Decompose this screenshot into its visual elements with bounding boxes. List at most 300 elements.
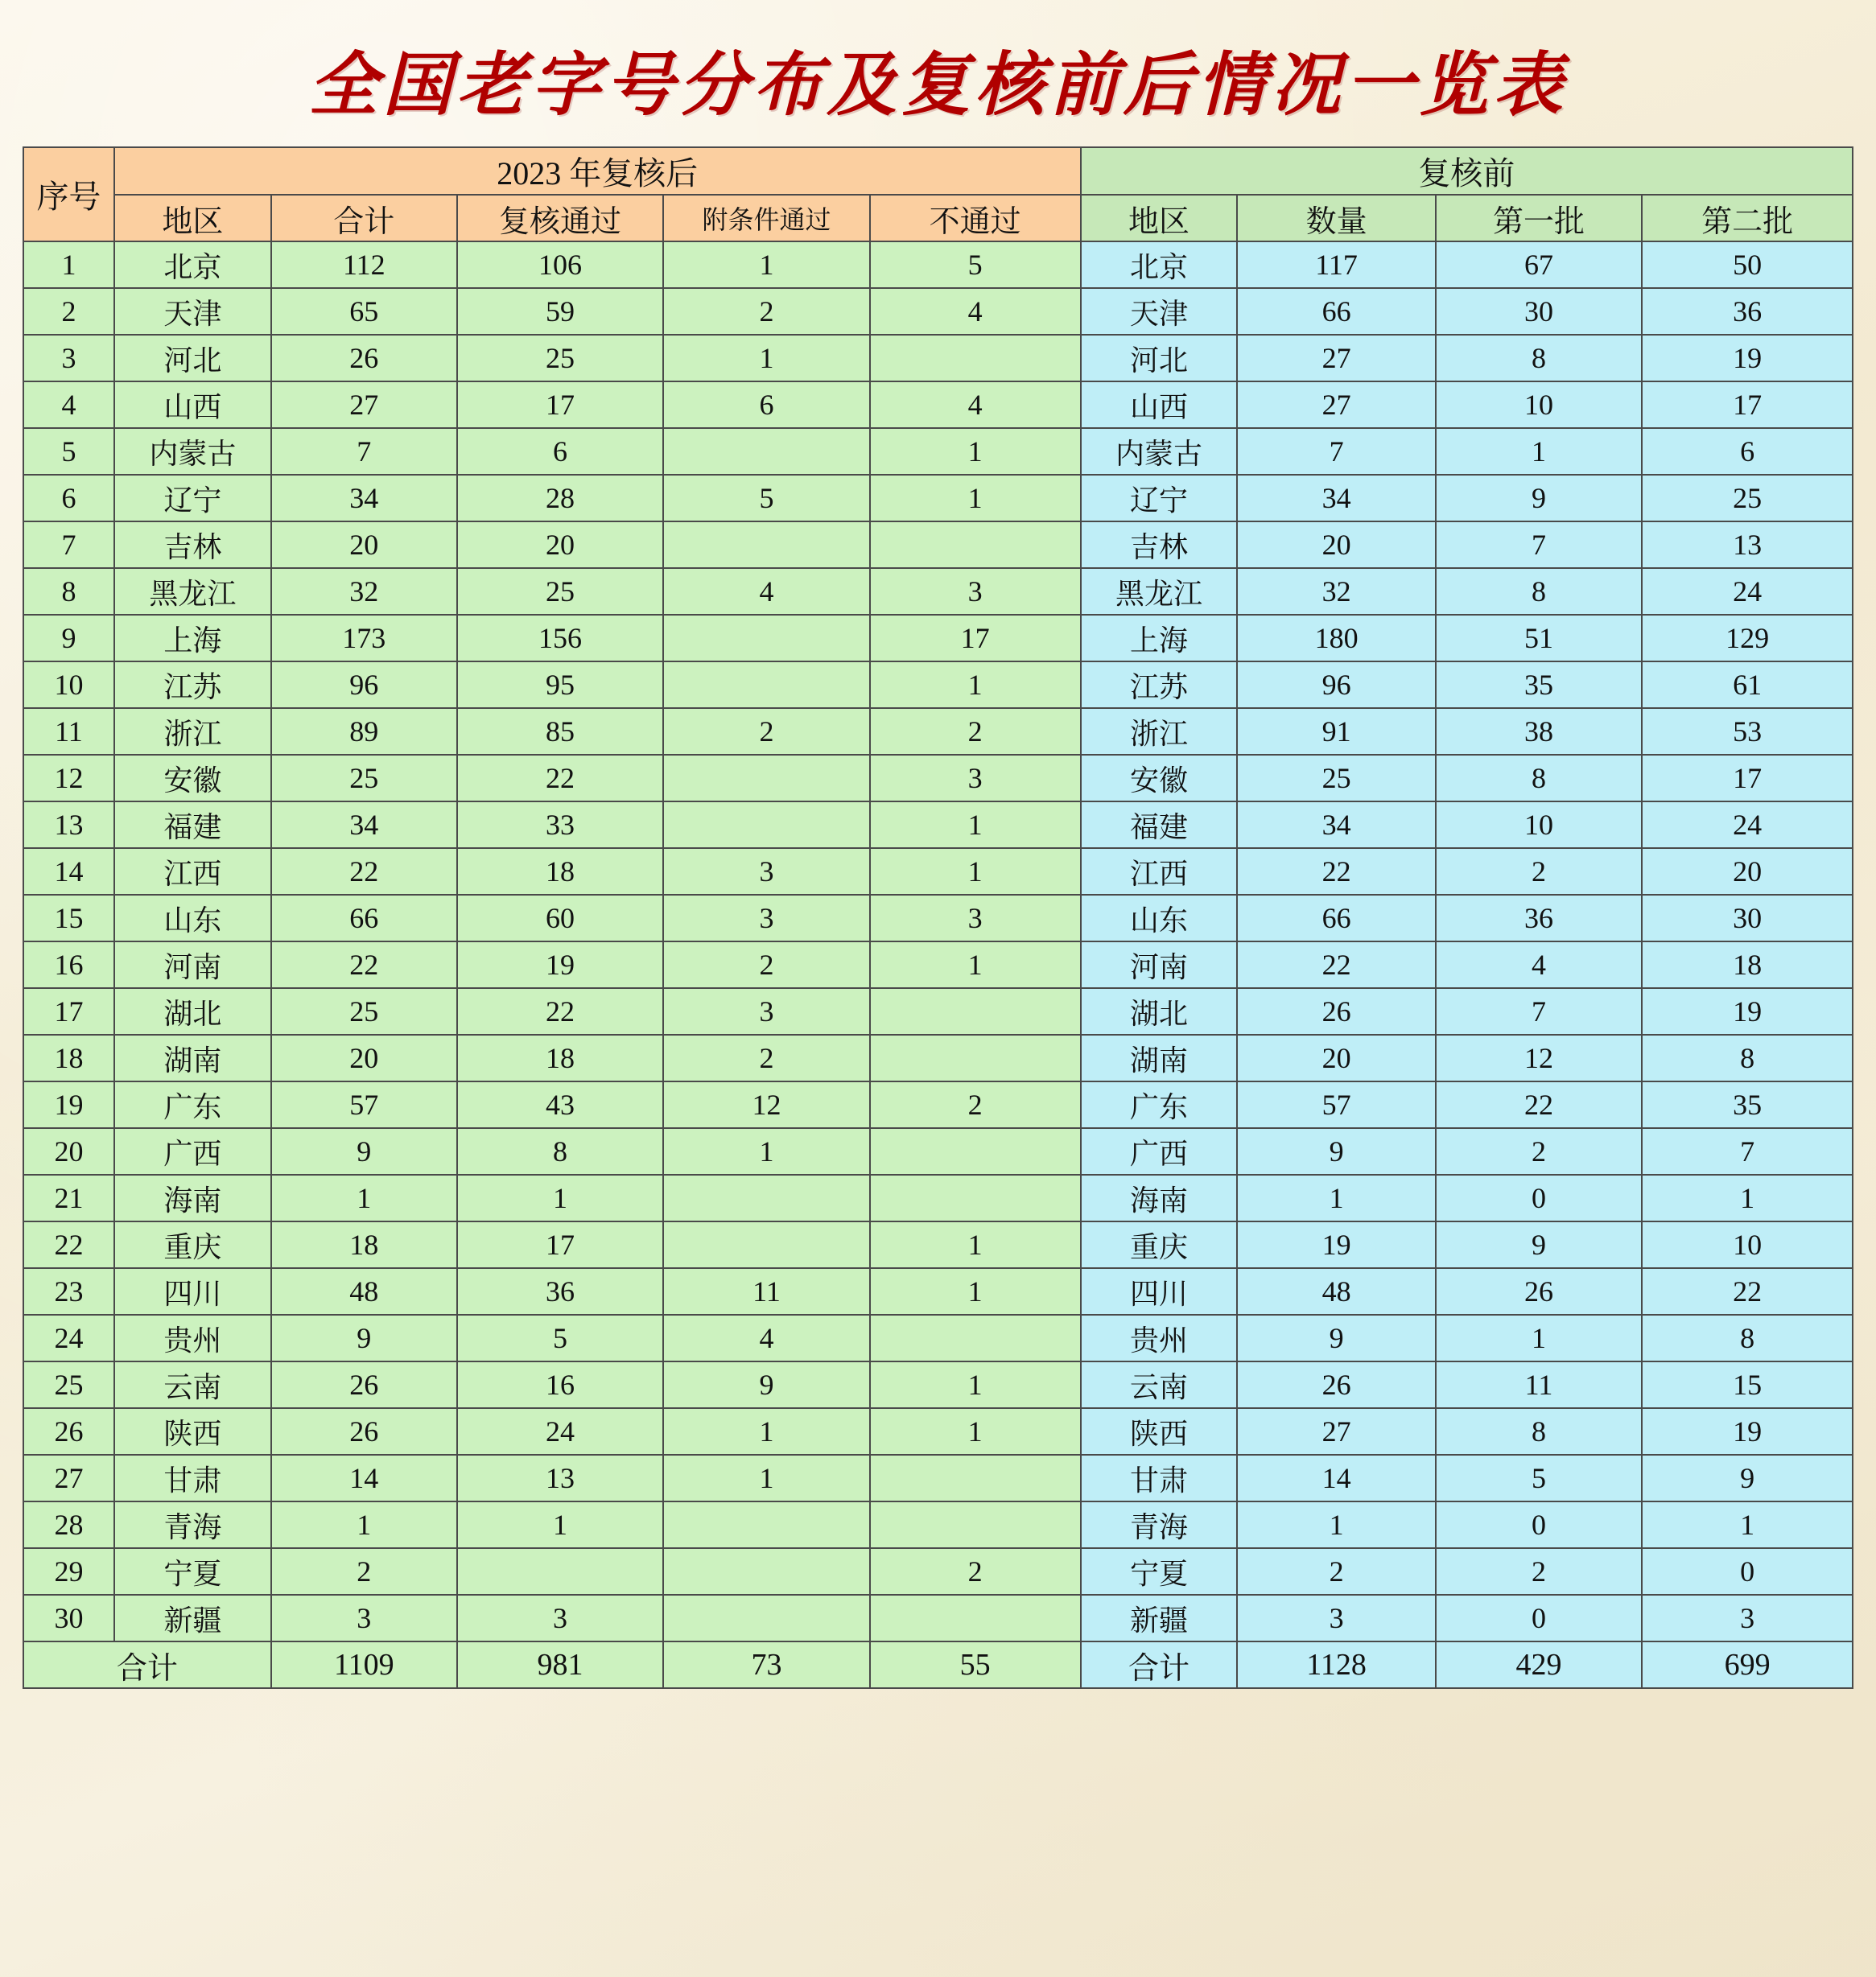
row-region-after: 辽宁 [114,475,271,521]
row-batch2: 0 [1642,1548,1853,1595]
row-seq: 8 [23,568,114,615]
row-pass: 3 [457,1595,664,1641]
table-row [23,1268,1853,1315]
row-pass: 25 [457,335,664,381]
row-batch1: 2 [1436,1548,1643,1595]
table-row [23,1081,1853,1128]
row-fail [870,1501,1081,1548]
row-pass: 17 [457,1221,664,1268]
row-fail [870,1315,1081,1361]
row-region-before: 四川 [1081,1268,1238,1315]
row-batch1: 51 [1436,615,1643,661]
row-seq: 23 [23,1268,114,1315]
row-pass: 28 [457,475,664,521]
row-count-before: 34 [1237,475,1435,521]
row-region-before: 辽宁 [1081,475,1238,521]
row-batch1: 8 [1436,568,1643,615]
row-count-before: 19 [1237,1221,1435,1268]
row-region-before: 新疆 [1081,1595,1238,1641]
row-region-after: 青海 [114,1501,271,1548]
row-total-after: 2 [271,1548,457,1595]
row-conditional-pass: 9 [663,1361,870,1408]
row-total-after: 65 [271,288,457,335]
row-region-after: 湖南 [114,1035,271,1081]
row-conditional-pass: 2 [663,708,870,755]
row-region-after: 山东 [114,895,271,941]
row-total-after: 25 [271,988,457,1035]
row-count-before: 26 [1237,1361,1435,1408]
header-group-after: 2023 年复核后 [114,147,1081,195]
row-seq: 19 [23,1081,114,1128]
row-seq: 27 [23,1455,114,1501]
row-fail: 4 [870,381,1081,428]
header-seq: 序号 [23,147,114,241]
row-count-before: 22 [1237,941,1435,988]
row-region-before: 宁夏 [1081,1548,1238,1595]
row-region-after: 广西 [114,1128,271,1175]
total-batch2: 699 [1642,1641,1853,1688]
row-region-after: 四川 [114,1268,271,1315]
row-batch2: 6 [1642,428,1853,475]
row-seq: 24 [23,1315,114,1361]
row-region-before: 上海 [1081,615,1238,661]
row-batch2: 24 [1642,801,1853,848]
row-region-after: 甘肃 [114,1455,271,1501]
row-batch2: 15 [1642,1361,1853,1408]
row-seq: 9 [23,615,114,661]
row-conditional-pass: 2 [663,1035,870,1081]
header-after-fail: 不通过 [870,195,1081,241]
row-seq: 3 [23,335,114,381]
row-total-after: 34 [271,475,457,521]
row-pass: 8 [457,1128,664,1175]
row-conditional-pass: 1 [663,335,870,381]
table-row [23,708,1853,755]
row-fail: 1 [870,1221,1081,1268]
row-total-after: 34 [271,801,457,848]
row-pass: 25 [457,568,664,615]
row-batch1: 10 [1436,801,1643,848]
row-batch1: 7 [1436,521,1643,568]
row-count-before: 96 [1237,661,1435,708]
row-conditional-pass: 4 [663,568,870,615]
row-region-after: 广东 [114,1081,271,1128]
row-conditional-pass: 11 [663,1268,870,1315]
row-seq: 2 [23,288,114,335]
row-batch1: 5 [1436,1455,1643,1501]
row-fail: 3 [870,755,1081,801]
row-region-before: 安徽 [1081,755,1238,801]
table-row [23,988,1853,1035]
row-seq: 5 [23,428,114,475]
row-count-before: 9 [1237,1315,1435,1361]
row-fail: 3 [870,568,1081,615]
row-conditional-pass: 1 [663,1408,870,1455]
table-row [23,1455,1853,1501]
row-pass: 60 [457,895,664,941]
row-region-before: 山东 [1081,895,1238,941]
row-total-after: 27 [271,381,457,428]
row-total-after: 1 [271,1175,457,1221]
total-count-before: 1128 [1237,1641,1435,1688]
row-pass: 6 [457,428,664,475]
total-label-before: 合计 [1081,1641,1238,1688]
row-seq: 4 [23,381,114,428]
row-batch1: 26 [1436,1268,1643,1315]
row-fail [870,1128,1081,1175]
row-total-after: 22 [271,941,457,988]
row-batch1: 11 [1436,1361,1643,1408]
row-pass: 5 [457,1315,664,1361]
row-batch1: 8 [1436,755,1643,801]
row-fail: 1 [870,1361,1081,1408]
row-batch2: 8 [1642,1315,1853,1361]
row-batch2: 18 [1642,941,1853,988]
row-count-before: 66 [1237,288,1435,335]
table-container [0,146,1876,1689]
row-count-before: 66 [1237,895,1435,941]
row-batch1: 2 [1436,848,1643,895]
row-region-after: 重庆 [114,1221,271,1268]
row-batch1: 12 [1436,1035,1643,1081]
row-conditional-pass [663,1501,870,1548]
row-seq: 11 [23,708,114,755]
table-row [23,1221,1853,1268]
row-region-after: 湖北 [114,988,271,1035]
row-conditional-pass: 1 [663,1128,870,1175]
row-region-before: 黑龙江 [1081,568,1238,615]
row-count-before: 91 [1237,708,1435,755]
row-conditional-pass [663,755,870,801]
row-batch1: 1 [1436,1315,1643,1361]
row-count-before: 20 [1237,521,1435,568]
row-count-before: 22 [1237,848,1435,895]
row-fail [870,335,1081,381]
row-pass: 95 [457,661,664,708]
table-row [23,335,1853,381]
row-pass: 22 [457,755,664,801]
row-count-before: 20 [1237,1035,1435,1081]
row-region-after: 河南 [114,941,271,988]
row-conditional-pass: 1 [663,241,870,288]
table-row [23,241,1853,288]
row-region-before: 青海 [1081,1501,1238,1548]
row-region-before: 河北 [1081,335,1238,381]
row-region-before: 吉林 [1081,521,1238,568]
row-fail [870,1455,1081,1501]
row-conditional-pass [663,428,870,475]
row-pass: 156 [457,615,664,661]
row-fail: 3 [870,895,1081,941]
table-row [23,1595,1853,1641]
table-row [23,941,1853,988]
row-region-after: 吉林 [114,521,271,568]
row-seq: 15 [23,895,114,941]
row-region-before: 重庆 [1081,1221,1238,1268]
row-seq: 30 [23,1595,114,1641]
row-batch2: 19 [1642,988,1853,1035]
total-after: 1109 [271,1641,457,1688]
laozihao-statistics-table [23,146,1853,1689]
table-header [23,147,1853,241]
row-total-after: 32 [271,568,457,615]
row-batch1: 36 [1436,895,1643,941]
row-pass: 43 [457,1081,664,1128]
row-total-after: 112 [271,241,457,288]
row-count-before: 27 [1237,381,1435,428]
row-total-after: 26 [271,1361,457,1408]
row-region-before: 河南 [1081,941,1238,988]
row-fail [870,1035,1081,1081]
row-region-after: 海南 [114,1175,271,1221]
row-batch1: 67 [1436,241,1643,288]
row-pass: 24 [457,1408,664,1455]
row-total-after: 22 [271,848,457,895]
row-batch2: 24 [1642,568,1853,615]
row-batch2: 1 [1642,1501,1853,1548]
row-batch2: 9 [1642,1455,1853,1501]
row-seq: 29 [23,1548,114,1595]
row-total-after: 14 [271,1455,457,1501]
row-conditional-pass [663,801,870,848]
row-region-before: 江苏 [1081,661,1238,708]
row-batch1: 10 [1436,381,1643,428]
table-row [23,848,1853,895]
row-pass [457,1548,664,1595]
row-region-after: 河北 [114,335,271,381]
row-region-after: 福建 [114,801,271,848]
row-seq: 6 [23,475,114,521]
row-fail: 1 [870,848,1081,895]
table-row [23,755,1853,801]
row-batch1: 35 [1436,661,1643,708]
row-count-before: 9 [1237,1128,1435,1175]
table-row [23,288,1853,335]
row-conditional-pass: 6 [663,381,870,428]
row-pass: 18 [457,848,664,895]
row-conditional-pass: 12 [663,1081,870,1128]
row-total-after: 66 [271,895,457,941]
row-batch2: 10 [1642,1221,1853,1268]
row-seq: 13 [23,801,114,848]
row-count-before: 57 [1237,1081,1435,1128]
page-title: 全国老字号分布及复核前后情况一览表 [308,47,1568,124]
row-batch2: 30 [1642,895,1853,941]
table-row [23,521,1853,568]
table-row [23,475,1853,521]
table-total-row [23,1641,1853,1688]
header-after-region: 地区 [114,195,271,241]
row-batch1: 2 [1436,1128,1643,1175]
row-conditional-pass: 4 [663,1315,870,1361]
row-pass: 19 [457,941,664,988]
row-batch1: 8 [1436,335,1643,381]
row-batch2: 19 [1642,1408,1853,1455]
row-region-after: 内蒙古 [114,428,271,475]
row-fail: 17 [870,615,1081,661]
row-fail [870,1595,1081,1641]
row-region-before: 湖北 [1081,988,1238,1035]
row-region-before: 贵州 [1081,1315,1238,1361]
row-region-before: 陕西 [1081,1408,1238,1455]
row-region-before: 甘肃 [1081,1455,1238,1501]
row-batch1: 4 [1436,941,1643,988]
row-count-before: 3 [1237,1595,1435,1641]
row-pass: 1 [457,1175,664,1221]
row-region-before: 北京 [1081,241,1238,288]
row-count-before: 34 [1237,801,1435,848]
row-region-after: 陕西 [114,1408,271,1455]
row-pass: 13 [457,1455,664,1501]
row-total-after: 3 [271,1595,457,1641]
row-seq: 17 [23,988,114,1035]
row-seq: 26 [23,1408,114,1455]
row-conditional-pass: 3 [663,988,870,1035]
row-count-before: 32 [1237,568,1435,615]
row-seq: 12 [23,755,114,801]
row-region-before: 福建 [1081,801,1238,848]
row-pass: 16 [457,1361,664,1408]
row-seq: 20 [23,1128,114,1175]
row-batch2: 13 [1642,521,1853,568]
row-region-after: 云南 [114,1361,271,1408]
row-batch1: 30 [1436,288,1643,335]
row-seq: 25 [23,1361,114,1408]
row-batch1: 8 [1436,1408,1643,1455]
row-batch2: 61 [1642,661,1853,708]
row-pass: 36 [457,1268,664,1315]
table-row [23,1315,1853,1361]
row-region-after: 黑龙江 [114,568,271,615]
row-batch2: 17 [1642,381,1853,428]
table-row [23,1548,1853,1595]
row-batch2: 7 [1642,1128,1853,1175]
row-region-before: 天津 [1081,288,1238,335]
row-pass: 1 [457,1501,664,1548]
row-batch2: 36 [1642,288,1853,335]
row-region-before: 海南 [1081,1175,1238,1221]
row-fail: 2 [870,1081,1081,1128]
row-region-before: 江西 [1081,848,1238,895]
row-region-after: 山西 [114,381,271,428]
row-batch1: 0 [1436,1501,1643,1548]
row-region-before: 内蒙古 [1081,428,1238,475]
row-region-after: 上海 [114,615,271,661]
row-seq: 16 [23,941,114,988]
row-batch1: 0 [1436,1595,1643,1641]
row-fail: 1 [870,1268,1081,1315]
row-total-after: 9 [271,1128,457,1175]
table-body [23,241,1853,1688]
row-pass: 18 [457,1035,664,1081]
row-batch2: 129 [1642,615,1853,661]
row-count-before: 27 [1237,1408,1435,1455]
row-region-after: 天津 [114,288,271,335]
row-batch2: 50 [1642,241,1853,288]
row-total-after: 96 [271,661,457,708]
row-pass: 17 [457,381,664,428]
row-total-after: 173 [271,615,457,661]
row-pass: 20 [457,521,664,568]
row-seq: 28 [23,1501,114,1548]
row-region-after: 安徽 [114,755,271,801]
row-total-after: 25 [271,755,457,801]
row-count-before: 2 [1237,1548,1435,1595]
row-count-before: 1 [1237,1175,1435,1221]
row-total-after: 9 [271,1315,457,1361]
row-conditional-pass [663,1221,870,1268]
row-count-before: 27 [1237,335,1435,381]
row-conditional-pass: 2 [663,288,870,335]
row-total-after: 57 [271,1081,457,1128]
row-seq: 22 [23,1221,114,1268]
row-count-before: 26 [1237,988,1435,1035]
header-before-region: 地区 [1081,195,1238,241]
row-conditional-pass [663,615,870,661]
row-total-after: 7 [271,428,457,475]
row-conditional-pass [663,1595,870,1641]
row-fail: 1 [870,475,1081,521]
row-fail: 2 [870,708,1081,755]
row-total-after: 20 [271,1035,457,1081]
row-pass: 22 [457,988,664,1035]
row-batch2: 22 [1642,1268,1853,1315]
row-fail: 5 [870,241,1081,288]
table-row [23,801,1853,848]
row-total-after: 26 [271,1408,457,1455]
table-row [23,1361,1853,1408]
row-region-before: 湖南 [1081,1035,1238,1081]
table-row [23,895,1853,941]
header-group-before: 复核前 [1081,147,1853,195]
row-fail [870,1175,1081,1221]
total-conditional-pass: 73 [663,1641,870,1688]
row-pass: 85 [457,708,664,755]
row-conditional-pass [663,521,870,568]
row-batch2: 20 [1642,848,1853,895]
row-fail: 1 [870,661,1081,708]
row-total-after: 18 [271,1221,457,1268]
header-before-batch2: 第二批 [1642,195,1853,241]
row-pass: 33 [457,801,664,848]
row-conditional-pass: 3 [663,848,870,895]
row-conditional-pass: 3 [663,895,870,941]
table-row [23,1408,1853,1455]
row-batch1: 9 [1436,475,1643,521]
row-batch2: 19 [1642,335,1853,381]
row-pass: 106 [457,241,664,288]
row-batch2: 25 [1642,475,1853,521]
row-region-before: 山西 [1081,381,1238,428]
row-batch1: 1 [1436,428,1643,475]
row-region-before: 浙江 [1081,708,1238,755]
table-row [23,615,1853,661]
row-total-after: 89 [271,708,457,755]
row-conditional-pass: 5 [663,475,870,521]
row-region-before: 广东 [1081,1081,1238,1128]
row-count-before: 48 [1237,1268,1435,1315]
header-after-total: 合计 [271,195,457,241]
row-total-after: 48 [271,1268,457,1315]
row-seq: 10 [23,661,114,708]
row-fail: 1 [870,941,1081,988]
row-batch2: 8 [1642,1035,1853,1081]
table-row [23,568,1853,615]
row-seq: 14 [23,848,114,895]
row-region-after: 浙江 [114,708,271,755]
row-conditional-pass: 1 [663,1455,870,1501]
row-region-before: 云南 [1081,1361,1238,1408]
